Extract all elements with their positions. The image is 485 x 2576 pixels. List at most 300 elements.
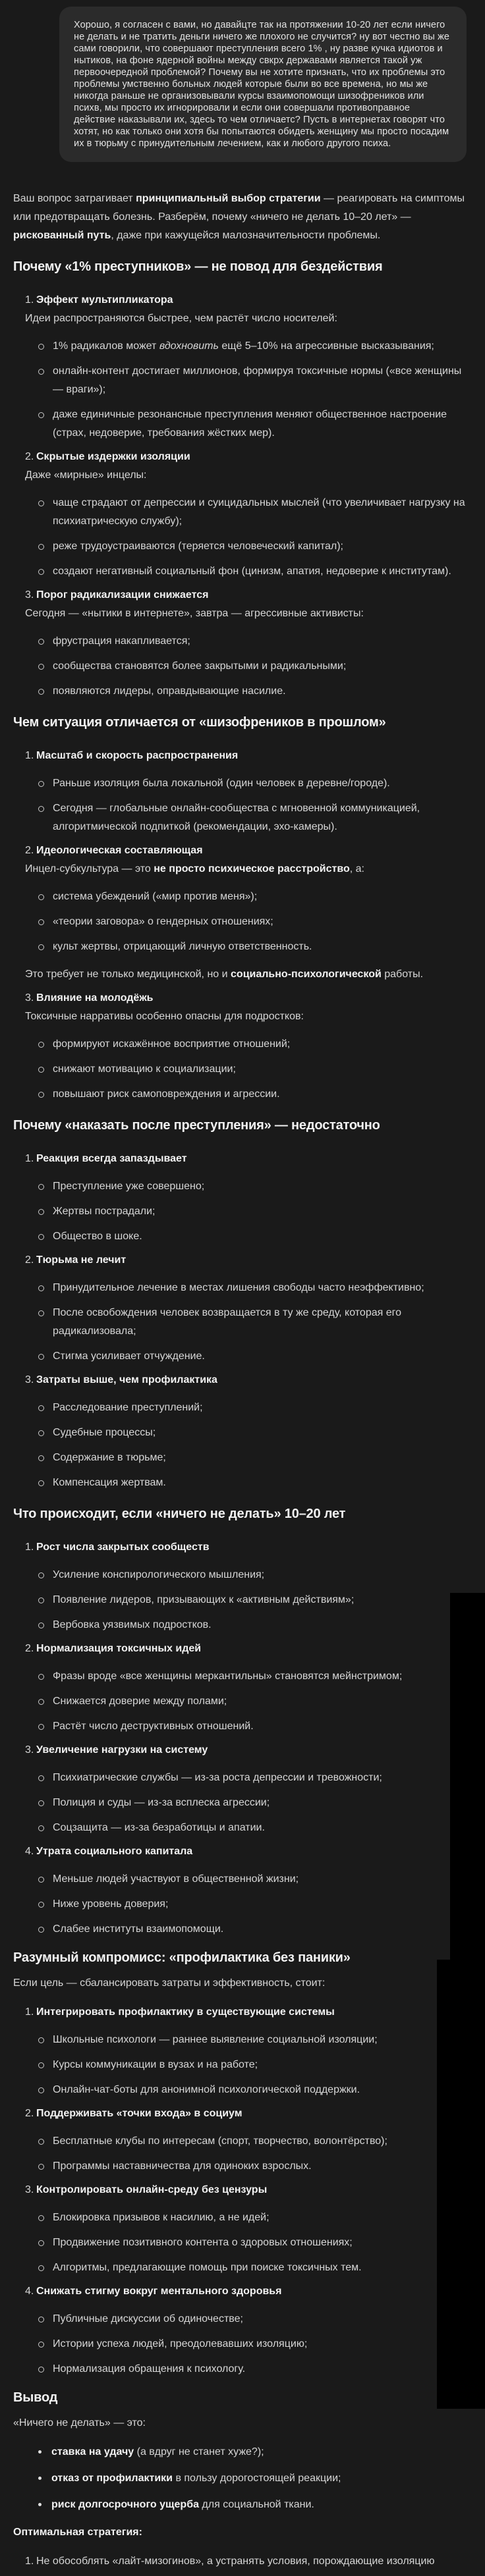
text-run: Оптимальная стратегия: bbox=[13, 2527, 142, 2538]
circle-bullet-icon bbox=[38, 1405, 44, 1411]
dot-text bbox=[51, 2443, 468, 2461]
bullet-text bbox=[53, 1692, 468, 1711]
circle-bullet-icon bbox=[38, 1092, 44, 1098]
circle-bullet-icon bbox=[38, 1674, 44, 1680]
circle-bullet-icon bbox=[38, 1480, 44, 1486]
numbered-item bbox=[25, 1538, 468, 1634]
text-run: Фразы вроде «все женщины меркантильны» становятся мейнстримом; bbox=[53, 1671, 403, 1682]
text-run: Истории успеха людей, преодолевавших изоляцию; bbox=[53, 2338, 308, 2349]
item-title: Увеличение нагрузки на систему bbox=[36, 1744, 208, 1756]
item-number: 2. bbox=[25, 845, 34, 856]
text-run: «теории заговора» о гендерных отношениях; bbox=[53, 916, 273, 927]
item-title: Утрата социального капитала bbox=[36, 1846, 193, 1857]
item-number: 2. bbox=[25, 1643, 34, 1654]
circle-bullet-icon bbox=[38, 781, 44, 787]
bullet-list bbox=[25, 2031, 468, 2099]
bullet-text bbox=[53, 1566, 468, 1584]
bullet-list bbox=[25, 1177, 468, 1246]
circle-bullet-icon bbox=[38, 1825, 44, 1831]
item-title: Влияние на молодёжь bbox=[36, 992, 154, 1004]
item-number: 1. bbox=[25, 1153, 34, 1164]
circle-bullet-icon bbox=[38, 944, 44, 950]
dot-bullet-icon bbox=[38, 2450, 42, 2454]
text-run: Компенсация жертвам. bbox=[53, 1477, 166, 1488]
bullet-text bbox=[53, 1591, 468, 1609]
text-run: Программы наставничества для одиноких взрослых. bbox=[53, 2160, 312, 2172]
bullet-text bbox=[53, 1085, 468, 1104]
bullet-text bbox=[53, 774, 468, 793]
text-run: ставка на удачу bbox=[51, 2446, 134, 2457]
circle-bullet-icon bbox=[38, 639, 44, 645]
bullet-item bbox=[38, 2056, 468, 2074]
item-title: Скрытые издержки изоляции bbox=[36, 451, 190, 462]
text-run: 1% радикалов может bbox=[53, 340, 159, 352]
bullet-text bbox=[53, 1895, 468, 1914]
item-title: Эффект мультипликатора bbox=[36, 294, 173, 306]
item-head bbox=[25, 291, 468, 309]
circle-bullet-icon bbox=[38, 1430, 44, 1436]
bullet-item bbox=[38, 2209, 468, 2227]
item-head bbox=[25, 1371, 468, 1389]
item-title: Нормализация токсичных идей bbox=[36, 1643, 202, 1654]
bullet-text bbox=[53, 362, 468, 399]
circle-bullet-icon bbox=[38, 1285, 44, 1291]
item-title: Порог радикализации снижается bbox=[36, 589, 209, 601]
assistant-paragraph bbox=[13, 2414, 468, 2432]
bullet-list bbox=[25, 2132, 468, 2176]
text-run: чаще страдают от депрессии и суицидальных мыслей (что увеличивает нагрузку на психиатрическую службу); bbox=[53, 497, 465, 527]
item-head bbox=[25, 2552, 468, 2571]
bullet-item bbox=[38, 1616, 468, 1634]
item-intro bbox=[25, 1007, 468, 1026]
bullet-list bbox=[25, 1566, 468, 1634]
bullet-text bbox=[53, 1399, 468, 1417]
dot-item bbox=[38, 2469, 468, 2488]
text-run: , а: bbox=[349, 863, 364, 874]
text-run: Психиатрические службы — из-за роста депрессии и тревожности; bbox=[53, 1772, 382, 1783]
bullet-list bbox=[25, 494, 468, 581]
section-heading: Почему «наказать после преступления» — недостаточно bbox=[13, 1118, 380, 1133]
item-title: Затраты выше, чем профилактика bbox=[36, 1374, 217, 1385]
bullet-item bbox=[38, 632, 468, 651]
text-run: вдохновить bbox=[159, 340, 219, 352]
bullet-text bbox=[53, 657, 468, 676]
section-heading: Что происходит, если «ничего не делать» 10–20 лет bbox=[13, 1507, 346, 1521]
text-run: рискованный путь bbox=[13, 230, 111, 241]
circle-bullet-icon bbox=[38, 2139, 44, 2145]
text-run: Алгоритмы, предлагающие помощь при поиске токсичных тем. bbox=[53, 2262, 362, 2273]
item-head bbox=[25, 747, 468, 765]
bullet-item bbox=[38, 1035, 468, 1054]
text-run: Появление лидеров, призывающих к «активным действиям»; bbox=[53, 1594, 355, 1605]
numbered-item bbox=[25, 1371, 468, 1492]
bullet-text bbox=[53, 2360, 468, 2378]
bullet-list bbox=[25, 1870, 468, 1939]
item-number: 1. bbox=[25, 2556, 34, 2567]
bullet-item bbox=[38, 1060, 468, 1079]
assistant-paragraph bbox=[13, 2523, 468, 2542]
bullet-text bbox=[53, 2081, 468, 2099]
circle-bullet-icon bbox=[38, 1902, 44, 1908]
text-run: Судебные процессы; bbox=[53, 1427, 156, 1438]
bullet-text bbox=[53, 1449, 468, 1467]
bullet-item bbox=[38, 1449, 468, 1467]
dot-item bbox=[38, 2443, 468, 2461]
text-run: не просто психическое расстройство bbox=[154, 863, 350, 874]
bullet-item bbox=[38, 2335, 468, 2353]
bullet-item bbox=[38, 799, 468, 836]
redaction-block bbox=[437, 1960, 485, 2409]
item-head bbox=[25, 448, 468, 466]
text-run: риск долгосрочного ущерба bbox=[51, 2499, 199, 2510]
text-run: Слабее институты взаимопомощи. bbox=[53, 1923, 224, 1935]
bullet-list bbox=[25, 1035, 468, 1104]
bullet-text bbox=[53, 1819, 468, 1837]
user-message-text: Хорошо, я согласен с вами, но давайцте так на протяжении 10-20 лет если ничего не делать и не тратить деньги ничего же плохого не случится? ну вот честно вы же сами говорили, что совершают преступления всего 1% , ну разве кучка идиотов и нытиков, на фоне ядерной войны между свкрх державами является такой уж первоочередной проблемой? Почему вы не хотите признать, что их проблемы это проблемы умственно больных людей которые были во все времена, но мы же никогда раньше не организовывали курсы взаимопомощи шизофреников или психв, мы просто их игнорировали и если они совершали противоправное действие наказывали их, здесь то чем отличаетс? Пусть в интернетах говорят что хотят, но как только они хотя бы попытаются обидеть женщину мы просто посадим их в тюрьму с принудительным лечением, как и любого другого психа. bbox=[74, 20, 450, 149]
numbered-item bbox=[25, 1842, 468, 1939]
item-number: 1. bbox=[25, 1542, 34, 1553]
numbered-list bbox=[13, 747, 468, 1104]
bullet-text bbox=[53, 1667, 468, 1686]
circle-bullet-icon bbox=[38, 2164, 44, 2170]
bullet-item bbox=[38, 1399, 468, 1417]
bullet-item bbox=[38, 1304, 468, 1341]
text-run: Сегодня — глобальные онлайн-сообщества с мгновенной коммуникацией, алгоритмической подпиткой (рекомендации, эхо-камеры). bbox=[53, 803, 420, 832]
circle-bullet-icon bbox=[38, 1927, 44, 1933]
item-intro bbox=[25, 309, 468, 328]
numbered-item bbox=[25, 2181, 468, 2277]
bullet-item bbox=[38, 913, 468, 931]
text-run: Соцзащита — из-за безработицы и апатии. bbox=[53, 1822, 265, 1833]
numbered-item bbox=[25, 1251, 468, 1366]
dot-item bbox=[38, 2496, 468, 2514]
dot-text bbox=[51, 2496, 468, 2514]
circle-bullet-icon bbox=[38, 1209, 44, 1215]
text-run: Токсичные нарративы особенно опасны для подростков: bbox=[25, 1011, 304, 1022]
text-run: социально-психологической bbox=[231, 969, 382, 980]
text-run: появляются лидеры, оправдывающие насилие. bbox=[53, 685, 286, 697]
circle-bullet-icon bbox=[38, 806, 44, 812]
text-run: Онлайн-чат-боты для анонимной психологической поддержки. bbox=[53, 2084, 360, 2095]
item-title: Поддерживать «точки входа» в социум bbox=[36, 2108, 242, 2119]
bullet-item bbox=[38, 1819, 468, 1837]
circle-bullet-icon bbox=[38, 500, 44, 506]
item-number: 1. bbox=[25, 2006, 34, 2018]
numbered-list bbox=[13, 2003, 468, 2378]
circle-bullet-icon bbox=[38, 1877, 44, 1883]
numbered-list bbox=[13, 1150, 468, 1492]
text-run: повышают риск самоповреждения и агрессии. bbox=[53, 1088, 280, 1100]
text-run: Инцел-субкультура — это bbox=[25, 863, 154, 874]
item-number: 3. bbox=[25, 1374, 34, 1385]
bullet-text bbox=[53, 2209, 468, 2227]
item-head bbox=[25, 1741, 468, 1759]
bullet-item bbox=[38, 537, 468, 556]
numbered-list bbox=[13, 291, 468, 701]
section-heading: Вывод bbox=[13, 2390, 58, 2405]
text-run: Раньше изоляция была локальной (один человек в деревне/городе). bbox=[53, 778, 390, 789]
bullet-text bbox=[53, 682, 468, 701]
bullet-text bbox=[53, 2335, 468, 2353]
item-title: Рост числа закрытых сообществ bbox=[36, 1542, 210, 1553]
circle-bullet-icon bbox=[38, 2062, 44, 2068]
bullet-text bbox=[53, 1177, 468, 1196]
bullet-item bbox=[38, 1692, 468, 1711]
item-number: 1. bbox=[25, 750, 34, 761]
text-run: ещё 5–10% на агрессивные высказывания; bbox=[218, 340, 434, 352]
bullet-item bbox=[38, 1717, 468, 1736]
numbered-list bbox=[13, 2552, 468, 2571]
text-run: создают негативный социальный фон (цинизм, апатия, недоверие к институтам). bbox=[53, 566, 451, 577]
bullet-item bbox=[38, 562, 468, 581]
text-run: Нормализация обращения к психологу. bbox=[53, 2363, 246, 2375]
circle-bullet-icon bbox=[38, 1184, 44, 1190]
bullet-text bbox=[53, 913, 468, 931]
bullet-item bbox=[38, 938, 468, 956]
text-run: даже единичные резонансные преступления меняют общественное настроение (страх, недоверие, требования жёстких мер). bbox=[53, 409, 447, 439]
bullet-text bbox=[53, 337, 468, 356]
item-intro bbox=[25, 860, 468, 878]
text-run: для социальной ткани. bbox=[198, 2499, 314, 2510]
bullet-list bbox=[25, 1279, 468, 1366]
bullet-item bbox=[38, 1667, 468, 1686]
text-run: отказ от профилактики bbox=[51, 2473, 173, 2484]
bullet-item bbox=[38, 494, 468, 531]
dot-list bbox=[13, 2443, 468, 2514]
circle-bullet-icon bbox=[38, 919, 44, 925]
text-run: Растёт число деструктивных отношений. bbox=[53, 1721, 254, 1732]
bullet-item bbox=[38, 1227, 468, 1246]
bullet-item bbox=[38, 2259, 468, 2277]
item-title: Снижать стигму вокруг ментального здоровья bbox=[36, 2286, 282, 2297]
bullet-text bbox=[53, 1202, 468, 1221]
bullet-text bbox=[53, 2157, 468, 2176]
assistant-paragraph bbox=[13, 190, 468, 245]
bullet-item bbox=[38, 1920, 468, 1939]
item-title: Контролировать онлайн-среду без цензуры bbox=[36, 2184, 268, 2195]
text-run: — реагировать на симптомы или предотвращать болезнь. Разберём, почему «ничего не делать 10–20 лет» — bbox=[13, 193, 465, 223]
circle-bullet-icon bbox=[38, 1775, 44, 1781]
text-run: реже трудоустраиваются (теряется человеческий капитал); bbox=[53, 541, 343, 552]
text-run: Сегодня — «нытики в интернете», завтра — агрессивные активисты: bbox=[25, 608, 364, 619]
bullet-list bbox=[25, 774, 468, 836]
text-run: , даже при кажущейся малозначительности проблемы. bbox=[111, 230, 381, 241]
text-run: Блокировка призывов к насилию, а не идей; bbox=[53, 2212, 270, 2223]
circle-bullet-icon bbox=[38, 1042, 44, 1048]
item-title: Не обособлять «лайт-мизогинов», а устранять условия, порождающие изоляцию bbox=[36, 2556, 435, 2567]
circle-bullet-icon bbox=[38, 1724, 44, 1730]
bullet-item bbox=[38, 1177, 468, 1196]
text-run: После освобождения человек возвращается в ту же среду, которая его радикализовала; bbox=[53, 1307, 402, 1337]
bullet-text bbox=[53, 2031, 468, 2049]
item-outro bbox=[25, 965, 468, 984]
bullet-item bbox=[38, 682, 468, 701]
text-run: Ваш вопрос затрагивает bbox=[13, 193, 136, 204]
circle-bullet-icon bbox=[38, 2265, 44, 2271]
bullet-text bbox=[53, 1424, 468, 1442]
text-run: Снижается доверие между полами; bbox=[53, 1696, 227, 1707]
bullet-item bbox=[38, 2310, 468, 2328]
text-run: Расследование преступлений; bbox=[53, 1402, 203, 1413]
numbered-item bbox=[25, 2003, 468, 2099]
dot-bullet-icon bbox=[38, 2477, 42, 2480]
circle-bullet-icon bbox=[38, 1623, 44, 1628]
circle-bullet-icon bbox=[38, 689, 44, 695]
bullet-list bbox=[25, 2310, 468, 2378]
item-number: 3. bbox=[25, 2184, 34, 2195]
circle-bullet-icon bbox=[38, 1234, 44, 1240]
bullet-text bbox=[53, 2259, 468, 2277]
text-run: фрустрация накапливается; bbox=[53, 635, 190, 647]
numbered-item bbox=[25, 747, 468, 836]
item-number: 3. bbox=[25, 1744, 34, 1756]
bullet-item bbox=[38, 2081, 468, 2099]
item-intro bbox=[25, 466, 468, 485]
circle-bullet-icon bbox=[38, 544, 44, 550]
numbered-item bbox=[25, 2282, 468, 2378]
circle-bullet-icon bbox=[38, 2215, 44, 2221]
bullet-item bbox=[38, 888, 468, 906]
bullet-item bbox=[38, 406, 468, 443]
item-number: 2. bbox=[25, 1254, 34, 1266]
numbered-item bbox=[25, 842, 468, 984]
circle-bullet-icon bbox=[38, 344, 44, 350]
assistant-paragraph bbox=[13, 1974, 468, 1993]
text-run: Преступление уже совершено; bbox=[53, 1181, 205, 1192]
bullet-text bbox=[53, 1227, 468, 1246]
bullet-list bbox=[25, 1667, 468, 1736]
bullet-text bbox=[53, 1769, 468, 1787]
text-run: Полиция и суды — из-за всплеска агрессии; bbox=[53, 1797, 270, 1808]
bullet-item bbox=[38, 1591, 468, 1609]
bullet-text bbox=[53, 1474, 468, 1492]
text-run: Курсы коммуникации в вузах и на работе; bbox=[53, 2059, 258, 2070]
bullet-list bbox=[25, 888, 468, 956]
text-run: культ жертвы, отрицающий личную ответственность. bbox=[53, 941, 312, 952]
numbered-item bbox=[25, 586, 468, 701]
text-run: Усиление конспирологического мышления; bbox=[53, 1569, 265, 1580]
numbered-item bbox=[25, 2552, 468, 2571]
item-head bbox=[25, 1251, 468, 1270]
text-run: Принудительное лечение в местах лишения свободы часто неэффективно; bbox=[53, 1282, 424, 1293]
circle-bullet-icon bbox=[38, 2367, 44, 2373]
bullet-text bbox=[53, 2234, 468, 2252]
bullet-text bbox=[53, 938, 468, 956]
bullet-item bbox=[38, 1424, 468, 1442]
item-number: 2. bbox=[25, 451, 34, 462]
bullet-text bbox=[53, 537, 468, 556]
item-title: Масштаб и скорость распространения bbox=[36, 750, 239, 761]
circle-bullet-icon bbox=[38, 1455, 44, 1461]
bullet-item bbox=[38, 1566, 468, 1584]
bullet-item bbox=[38, 1202, 468, 1221]
text-run: Продвижение позитивного контента о здоровых отношениях; bbox=[53, 2237, 353, 2248]
bullet-text bbox=[53, 562, 468, 581]
bullet-list bbox=[25, 632, 468, 701]
circle-bullet-icon bbox=[38, 1699, 44, 1705]
circle-bullet-icon bbox=[38, 2087, 44, 2093]
item-number: 1. bbox=[25, 294, 34, 306]
circle-bullet-icon bbox=[38, 569, 44, 575]
item-head bbox=[25, 1538, 468, 1557]
bullet-text bbox=[53, 1279, 468, 1297]
text-run: Бесплатные клубы по интересам (спорт, творчество, волонтёрство); bbox=[53, 2135, 387, 2147]
bullet-text bbox=[53, 2132, 468, 2151]
section-heading: Чем ситуация отличается от «шизофреников в прошлом» bbox=[13, 715, 386, 730]
text-run: Стигма усиливает отчуждение. bbox=[53, 1351, 205, 1362]
bullet-text bbox=[53, 1920, 468, 1939]
circle-bullet-icon bbox=[38, 1572, 44, 1578]
circle-bullet-icon bbox=[38, 2317, 44, 2322]
text-run: сообщества становятся более закрытыми и радикальными; bbox=[53, 660, 347, 672]
item-title: Реакция всегда запаздывает bbox=[36, 1153, 187, 1164]
circle-bullet-icon bbox=[38, 1067, 44, 1073]
bullet-text bbox=[53, 1616, 468, 1634]
numbered-item bbox=[25, 1150, 468, 1246]
bullet-item bbox=[38, 1474, 468, 1492]
dot-text bbox=[51, 2469, 468, 2488]
item-head bbox=[25, 2105, 468, 2123]
bullet-text bbox=[53, 1304, 468, 1341]
bullet-text bbox=[53, 888, 468, 906]
bullet-text bbox=[53, 1870, 468, 1889]
text-run: Общество в шоке. bbox=[53, 1231, 142, 1242]
section-heading: Разумный компромисс: «профилактика без паники» bbox=[13, 1950, 351, 1965]
bullet-text bbox=[53, 1794, 468, 1812]
bullet-item bbox=[38, 2031, 468, 2049]
circle-bullet-icon bbox=[38, 1310, 44, 1316]
bullet-item bbox=[38, 1794, 468, 1812]
item-number: 3. bbox=[25, 992, 34, 1004]
bullet-item bbox=[38, 1769, 468, 1787]
text-run: снижают мотивацию к социализации; bbox=[53, 1063, 236, 1075]
bullet-item bbox=[38, 1279, 468, 1297]
bullet-text bbox=[53, 2056, 468, 2074]
circle-bullet-icon bbox=[38, 1800, 44, 1806]
text-run: работы. bbox=[381, 969, 424, 980]
bullet-list bbox=[25, 1769, 468, 1837]
circle-bullet-icon bbox=[38, 412, 44, 418]
text-run: Это требует не только медицинской, но и bbox=[25, 969, 231, 980]
bullet-item bbox=[38, 337, 468, 356]
bullet-item bbox=[38, 657, 468, 676]
bullet-text bbox=[53, 632, 468, 651]
bullet-item bbox=[38, 1895, 468, 1914]
text-run: Жертвы пострадали; bbox=[53, 1206, 156, 1217]
bullet-text bbox=[53, 799, 468, 836]
item-intro bbox=[25, 604, 468, 623]
item-head bbox=[25, 2181, 468, 2199]
numbered-item bbox=[25, 1741, 468, 1837]
assistant-message bbox=[13, 190, 468, 2571]
bullet-item bbox=[38, 362, 468, 399]
circle-bullet-icon bbox=[38, 1354, 44, 1360]
text-run: Публичные дискуссии об одиночестве; bbox=[53, 2313, 243, 2324]
circle-bullet-icon bbox=[38, 2342, 44, 2348]
text-run: Если цель — сбалансировать затраты и эффективность, стоит: bbox=[13, 1977, 326, 1989]
bullet-text bbox=[53, 406, 468, 443]
item-head bbox=[25, 586, 468, 604]
item-title: Интегрировать профилактику в существующие системы bbox=[36, 2006, 335, 2018]
bullet-item bbox=[38, 2132, 468, 2151]
bullet-text bbox=[53, 2310, 468, 2328]
redaction-block bbox=[450, 1593, 485, 1960]
text-run: Содержание в тюрьме; bbox=[53, 1452, 166, 1463]
numbered-item bbox=[25, 1640, 468, 1736]
circle-bullet-icon bbox=[38, 664, 44, 670]
item-number: 3. bbox=[25, 589, 34, 601]
dot-bullet-icon bbox=[38, 2503, 42, 2506]
